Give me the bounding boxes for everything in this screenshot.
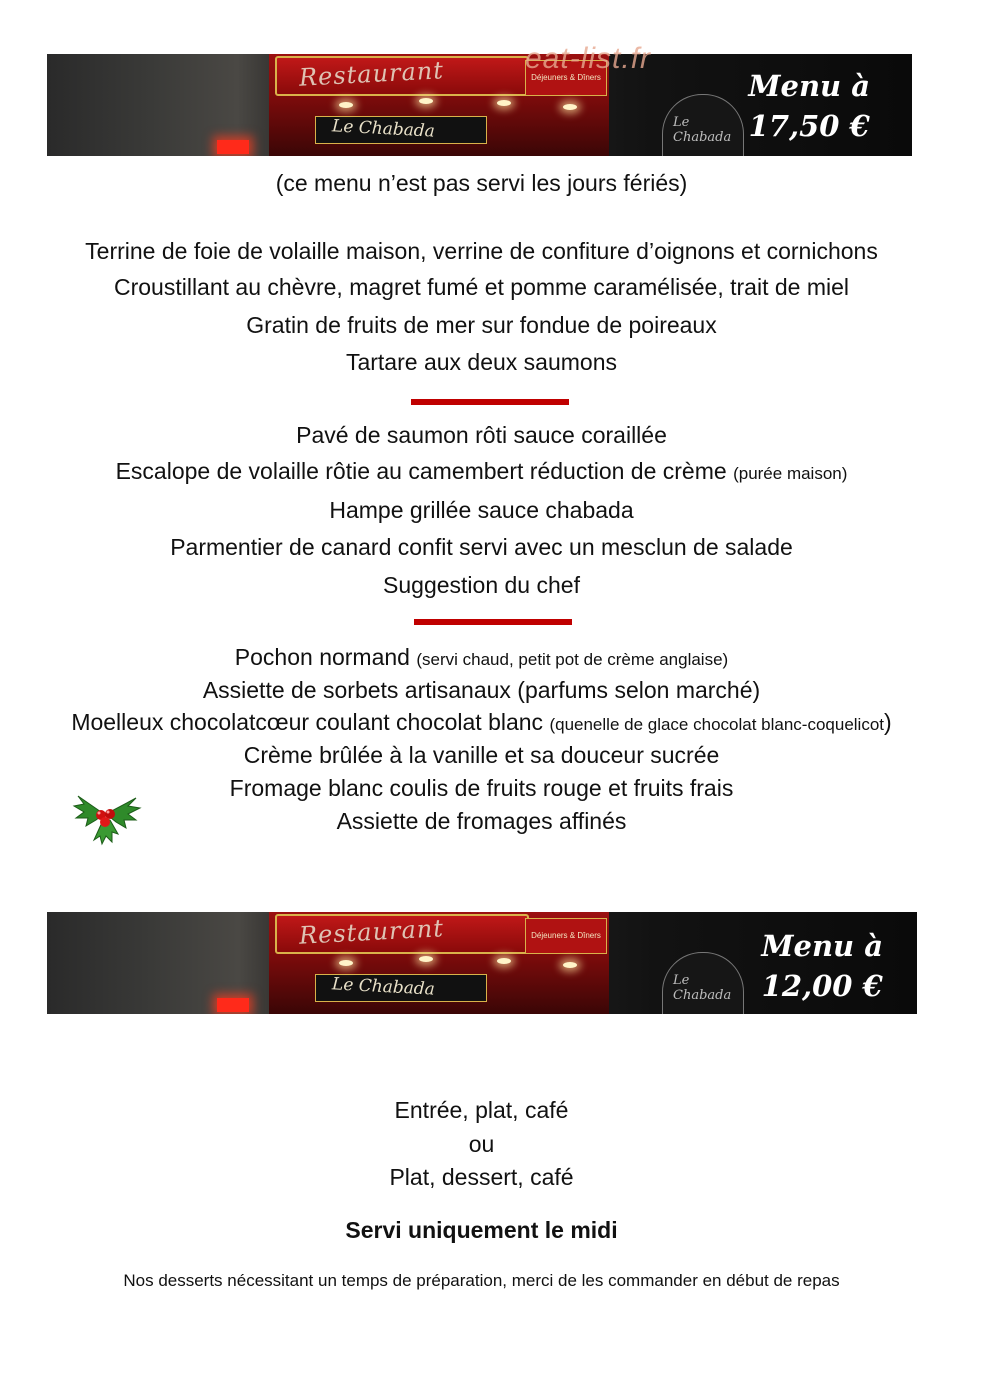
lamp-light (339, 960, 353, 966)
hours-sign (525, 918, 607, 954)
name-sign-text: Le Chabada (331, 974, 436, 1000)
menu-notice: (ce menu n’est pas servi les jours fériés) (275, 170, 688, 196)
menu-item: Gratin de fruits de mer sur fondue de poireaux (246, 312, 717, 338)
menu-item: Tartare aux deux saumons (345, 349, 618, 375)
lamp-light (563, 104, 577, 110)
menu-item (0, 456, 963, 489)
menu-item-text: Escalope de volaille rôtie au camembert réduction de crème (115, 458, 734, 484)
window-logo-text: Le Chabada (673, 115, 732, 145)
lamp-light (419, 98, 433, 104)
window-logo-text: Le Chabada (673, 973, 732, 1003)
red-light (217, 140, 249, 154)
watermark: eat-list.fr (525, 42, 652, 75)
menu-item-note: (purée maison) (733, 464, 848, 483)
menu-item-text: Moelleux chocolatcœur coulant chocolat blanc (71, 709, 550, 735)
menu-title-line1: Menu à (748, 69, 870, 103)
section-separator (411, 399, 569, 405)
menu-title-line1: Menu à (761, 929, 883, 963)
restaurant-sign-text: Restaurant (298, 914, 445, 950)
menu-item: Terrine de foie de volaille maison, verrine de confiture d’oignons et cornichons (85, 238, 878, 264)
lamp-light (497, 958, 511, 964)
menu-title (761, 926, 883, 1006)
lamp-light (563, 962, 577, 968)
menu-item-note: (servi chaud, petit pot de crème anglaise) (416, 650, 729, 669)
menu-item-text: ) (884, 709, 892, 735)
menu-title (748, 66, 870, 146)
hours-sign-text: Déjeuners & Dîners (531, 931, 601, 940)
window-logo (662, 94, 744, 156)
name-sign (315, 116, 487, 144)
menu-item-text: Pochon normand (234, 644, 417, 670)
menu-item: Fromage blanc coulis de fruits rouge et fruits frais (229, 775, 734, 801)
lamp-light (339, 102, 353, 108)
restaurant-sign (275, 914, 529, 954)
menu-item (0, 642, 963, 675)
menu-item: Crème brûlée à la vanille et sa douceur sucrée (243, 742, 720, 768)
menu-price: 17,50 € (748, 109, 870, 143)
menu-item: Croustillant au chèvre, magret fumé et pomme caramélisée, trait de miel (113, 274, 850, 300)
menu-option: Plat, dessert, café (389, 1164, 574, 1190)
red-light (217, 998, 249, 1012)
menu-option-or: ou (468, 1131, 495, 1157)
lamp-light (497, 100, 511, 106)
window-logo (662, 952, 744, 1014)
lamp-light (419, 956, 433, 962)
menu-item-note: (quenelle de glace chocolat blanc-coquelicot (549, 715, 885, 734)
menu-item: Parmentier de canard confit servi avec un mesclun de salade (170, 534, 793, 560)
menu-item (0, 707, 963, 740)
menu-item: Pavé de saumon rôti sauce coraillée (296, 422, 667, 448)
restaurant-sign (275, 56, 529, 96)
menu-price: 12,00 € (761, 969, 883, 1003)
menu-item: Assiette de fromages affinés (336, 808, 627, 834)
section-separator (414, 619, 572, 625)
menu-item: Assiette de sorbets artisanaux (parfums selon marché) (202, 677, 761, 703)
menu-banner-12-00 (47, 912, 917, 1014)
restaurant-sign-text: Restaurant (298, 56, 445, 92)
menu-item: Suggestion du chef (383, 572, 580, 598)
dessert-footnote: Nos desserts nécessitant un temps de préparation, merci de les commander en début de repas (123, 1271, 840, 1290)
menu-item: Hampe grillée sauce chabada (329, 497, 634, 523)
midday-notice: Servi uniquement le midi (345, 1217, 618, 1243)
hours-sign-text: Déjeuners & Dîners (531, 73, 601, 82)
menu-option: Entrée, plat, café (394, 1097, 569, 1123)
holly-icon (70, 784, 142, 846)
name-sign-text: Le Chabada (331, 116, 436, 142)
menu-banner-17-50 (47, 54, 912, 156)
name-sign (315, 974, 487, 1002)
